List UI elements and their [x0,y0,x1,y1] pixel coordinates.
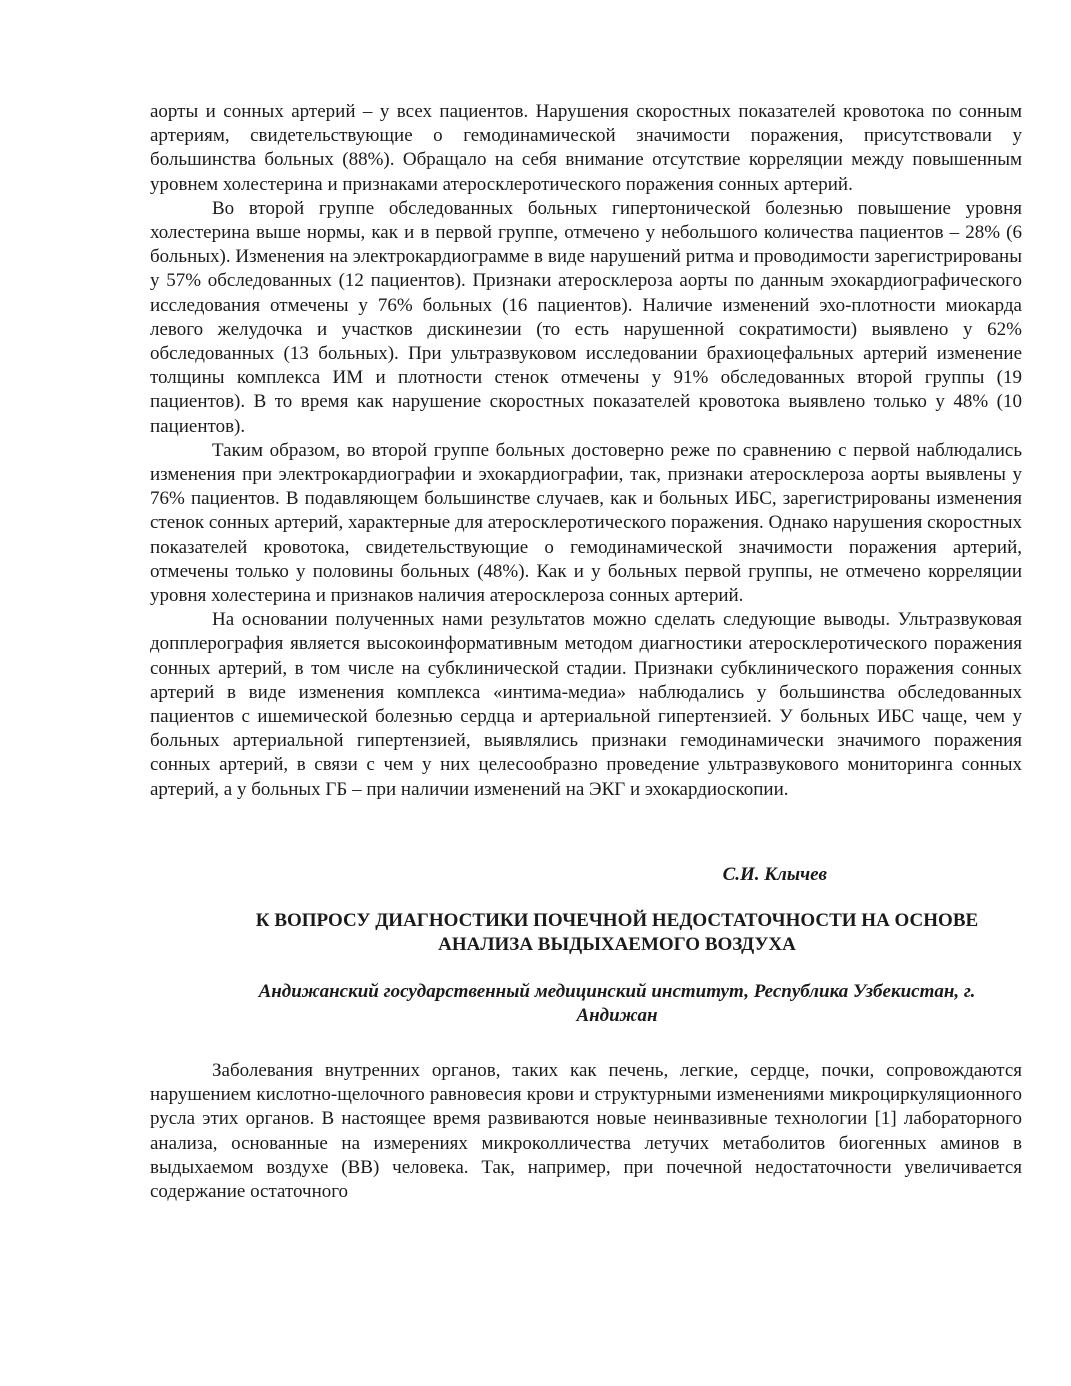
article-affiliation [212,980,1022,1028]
paragraph-summary: Таким образом, во второй группе больных достоверно реже по сравнению с первой наблюдались изменения при электрокардиографии и эхокардиографии, так, признаки атеросклероза аорты выявлены у 76% пациентов. В подавляющем большинстве случаев, как и больных ИБС, зарегистрированы изменения стенок сонных артерий, характерные для атеросклеротического поражения. Однако нарушения скоростных показателей кровотока, свидетельствующие о гемодинамической значимости поражения артерий, отмечены только у половины больных (48%). Как и у больных первой группы, не отмечено корреляции уровня холестерина и признаков наличия атеросклероза сонных артерий. [150,439,1022,607]
article-body-paragraph: Заболевания внутренних органов, таких как печень, легкие, сердце, почки, сопровождаются нарушением кислотно-щелочного равновесия крови и структурными изменениями микроциркуляционного русла этих органов. В настоящее время развиваются новые неинвазивные технологии [1] лабораторного анализа, основанные на измерениях микроколличества летучих метаболитов биогенных аминов в выдыхаемом воздухе (ВВ) человека. Так, например, при почечной недостаточности увеличивается содержание остаточного [150,1059,1022,1202]
paragraph-second-group: Во второй группе обследованных больных гипертонической болезнью повышение уровня холестерина выше нормы, как и в первой группе, отмечено у небольшого количества пациентов – 28% (6 больных). Изменения на электрокардиограмме в виде нарушений ритма и проводимости зарегистрированы у 57% обследованных (12 пациентов). Признаки атеросклероза аорты по данным эхокардиографического исследования отмечены у 76% больных (16 пациентов). Наличие изменений эхо-плотности миокарда левого желудочка и участков дискинезии (то есть нарушенной сократимости) выявлено у 62% обследованных (13 больных). При ультразвуковом исследовании брахиоцефальных артерий изменение толщины комплекса ИМ и плотности стенок отмечены у 91% обследованных второй группы (19 пациентов). В то время как нарушение скоростных показателей кровотока выявлено только у 48% (10 пациентов). [150,197,1022,437]
article-author: С.И. Клычев [722,863,827,885]
spacer [150,1028,1022,1059]
article-title [212,909,1022,957]
document-page [150,100,1022,1204]
article-affiliation-line-2: Андижан [576,1004,658,1026]
article-affiliation-line-1: Андижанский государственный медицинский институт, Республика Узбекистан, г. [258,980,976,1002]
paragraph-conclusions: На основании полученных нами результатов можно сделать следующие выводы. Ультразвуковая допплерография является высокоинформативным методом диагностики атеросклеротического поражения сонных артерий, в том числе на субклинической стадии. Признаки субклинического поражения сонных артерий в виде изменения комплекса «интима-медиа» наблюдались у большинства обследованных пациентов с ишемической болезнью сердца и артериальной гипертензией. У больных ИБС чаще, чем у больных артериальной гипертензией, выявлялись признаки гемодинамически значимого поражения сонных артерий, в связи с чем у них целесообразно проведение ультразвукового мониторинга сонных артерий, а у больных ГБ – при наличии изменений на ЭКГ и эхокардиоскопии. [150,609,1022,800]
article-title-line-2: АНАЛИЗА ВЫДЫХАЕМОГО ВОЗДУХА [438,933,796,955]
paragraph-continuation: аорты и сонных артерий – у всех пациентов. Нарушения скоростных показателей кровотока по сонным артериям, свидетельствующие о гемодинамической значимости поражения, присутствовали у большинства больных (88%). Обращало на себя внимание отсутствие корреляции между повышенным уровнем холестерина и признаками атеросклеротического поражения сонных артерий. [150,101,1022,195]
article-title-line-1: К ВОПРОСУ ДИАГНОСТИКИ ПОЧЕЧНОЙ НЕДОСТАТОЧНОСТИ НА ОСНОВЕ [255,909,979,931]
